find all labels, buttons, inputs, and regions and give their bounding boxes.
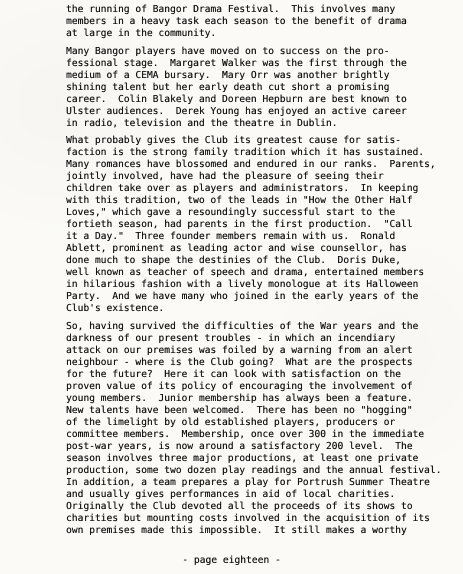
page-number: - page eighteen -: [182, 555, 281, 566]
text-line: it a Day." Three founder members remain with us. Ronald: [66, 231, 396, 242]
text-line: young members. Junior membership has always been a feature.: [66, 392, 413, 404]
text-line: the running of Bangor Drama Festival. This involves many: [66, 4, 396, 15]
text-line: proven value of its policy of encouraging the involvement of: [66, 380, 413, 392]
text-line: darkness of our present troubles - in which an incendiary: [66, 332, 396, 344]
text-line: Party. And we have many who joined in the early years of the: [66, 291, 419, 302]
text-line: in hilarious fashion with a lively monologue at its Halloween: [66, 279, 419, 290]
text-line: Ablett, prominent as leading actor and wise counsellor, has: [66, 243, 407, 254]
text-line: What probably gives the Club its greatest cause for satis-: [66, 135, 401, 146]
text-line: for the future? Here it can look with satisfaction on the: [66, 368, 401, 380]
paragraph-family-tradition: [66, 135, 449, 315]
text-line: Club's existence.: [66, 303, 165, 314]
text-line: done much to shape the destinies of the Club. Doris Duke,: [66, 255, 401, 266]
text-line: of the limelight by old established players, producers or: [66, 416, 396, 428]
text-line: fortieth season, had parents in the first production. "Call: [66, 219, 413, 230]
text-line: career. Colin Blakely and Doreen Hepburn are best known to: [66, 93, 407, 105]
text-line: and usually gives performances in aid of local charities.: [66, 488, 396, 500]
text-line: production, some two dozen play readings and the annual festival.: [66, 464, 442, 476]
paragraph-future-prospects: [66, 321, 449, 537]
text-line: charities but mounting costs involved in the acquisition of its: [66, 512, 430, 524]
text-line: with this tradition, two of the leads in "How the Other Half: [66, 195, 413, 206]
text-line: children take over as players and administrators. In keeping: [66, 183, 419, 194]
text-line: Ulster audiences. Derek Young has enjoyed an active career: [66, 105, 407, 117]
text-line: In addition, a team prepares a play for Portrush Summer Theatre: [66, 476, 430, 488]
text-line: own premises made this impossible. It still makes a worthy: [66, 524, 407, 536]
text-line: neighbour - where is the Club going? What are the prospects: [66, 356, 413, 368]
text-line: post-war years, is now around a satisfactory 200 level. The: [66, 440, 413, 452]
text-line: season involves three major productions, at least one private: [66, 452, 419, 464]
text-line: at large in the community.: [66, 28, 217, 39]
text-line: Originally the Club devoted all the proceeds of its shows to: [66, 500, 413, 512]
text-line: jointly involved, have had the pleasure of seeing their: [66, 171, 384, 182]
text-line: in radio, television and the theatre in Dublin.: [66, 117, 338, 129]
text-line: Loves," which gave a resoundingly successful start to the: [66, 207, 396, 218]
text-line: faction is the strong family tradition which it has sustained.: [66, 147, 425, 158]
text-line: New talents have been welcomed. There has been no "hogging": [66, 404, 413, 416]
paragraph-festival: [66, 4, 449, 40]
text-line: members in a heavy task each season to the benefit of drama: [66, 16, 407, 27]
text-line: well known as teacher of speech and drama, entertained members: [66, 267, 425, 278]
text-line: committee members. Membership, once over 300 in the immediate: [66, 428, 425, 440]
text-line: fessional stage. Margaret Walker was the first through the: [66, 57, 407, 69]
text-line: attack on our premises was foiled by a warning from an alert: [66, 344, 413, 356]
text-line: medium of a CEMA bursary. Mary Orr was another brightly: [66, 69, 390, 81]
text-line: shining talent but her early death cut short a promising: [66, 81, 390, 93]
paragraph-professional-stage: [66, 46, 449, 130]
text-line: Many romances have blossomed and endured in our ranks. Parents,: [66, 159, 436, 170]
text-line: Many Bangor players have moved on to success on the pro-: [66, 45, 390, 57]
text-line: So, having survived the difficulties of the War years and the: [66, 320, 419, 332]
